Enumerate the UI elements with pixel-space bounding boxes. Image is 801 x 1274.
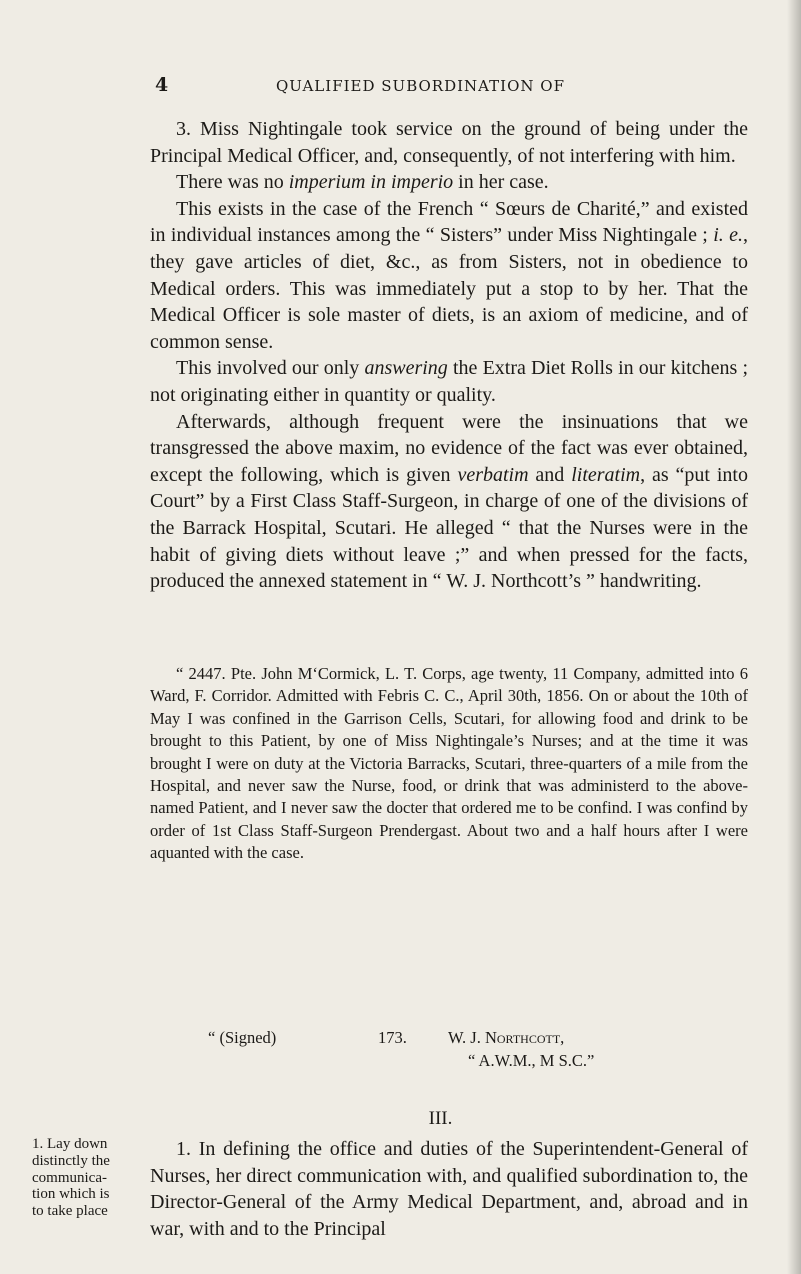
signature-block bbox=[150, 1027, 748, 1087]
running-title: QUALIFIED SUBORDINATION OF bbox=[276, 77, 565, 95]
signed-name: W. J. Northcott, bbox=[448, 1028, 565, 1047]
page-header bbox=[0, 74, 801, 102]
quoted-statement bbox=[150, 663, 748, 1070]
section-paragraph: 1. In defining the office and duties of the Superintendent-General of Nurses, her direct communication with, and qualified subordination to, the Director-General of the Army Medical Department, and, abroad and in war, with and to the Principal bbox=[150, 1138, 748, 1240]
margin-note-line: distinctly the bbox=[32, 1152, 110, 1169]
signed-number: 173. bbox=[378, 1028, 407, 1047]
paragraph: Afterwards, although frequent were the insinuations that we transgressed the above maxim, no evidence of the fact was ever obtained, except the following, which is given verbatim and literatim, as “put into Court” by a First Class Staff-Surgeon, in charge of one of the divisions of the Barrack Hospital, Scutari. He alleged “ that the Nurses were in the habit of giving diets without leave ;” and when pressed for the facts, produced the annexed statement in “ W. J. Northcott’s ” handwriting. bbox=[150, 410, 748, 593]
page-edge-shadow bbox=[787, 0, 801, 1274]
section-numeral: III. bbox=[428, 1108, 453, 1129]
margin-note-line: tion which is bbox=[32, 1186, 110, 1203]
signed-label: “ (Signed) bbox=[208, 1028, 277, 1047]
section-text bbox=[150, 1136, 748, 1242]
statement-text: “ 2447. Pte. John M‘Cormick, L. T. Corps, age twenty, 11 Company, admitted into 6 Ward, F. Corridor. Admitted with Febris C. C., April 30th, 1856. On or about the 10th of May I was confined in the Garrison Cells, Scutari, for allowing food and drink to be brought to this Patient, by one of Miss Nightingale’s Nurses; and at the time it was brought I were on duty at the Victoria Barracks, Scutari, three-quarters of a mile from the Hospital, and never saw the Nurse, food, or drink that was administerd to the above-named Patient, and I never saw the docter that ordered me to be confind. I was confind by order of 1st Class Staff-Surgeon Prendergast. About two and a half hours after I were aquanted with the case. bbox=[150, 664, 748, 863]
paragraph: This exists in the case of the French “ Sœurs de Charité,” and existed in individual instances among the “ Sisters” under Miss Nightingale ; i. e., they gave articles of diet, &c., as from Sisters, not in obedience to Medical orders. This was immediately put a stop to by her. That the Medical Officer is sole master of diets, is an axiom of medicine, and of common sense. bbox=[150, 197, 749, 353]
margin-note-line: communica- bbox=[32, 1169, 107, 1186]
signed-title: “ A.W.M., M S.C.” bbox=[468, 1051, 595, 1070]
margin-note bbox=[32, 1136, 142, 1220]
paragraph: 3. Miss Nightingale took service on the ground of being under the Principal Medical Officer, and, consequently, of not interfering with him. bbox=[150, 118, 748, 167]
main-text bbox=[150, 116, 748, 595]
paragraph: There was no imperium in imperio in her case. bbox=[176, 171, 549, 194]
page-number: 4 bbox=[155, 74, 169, 96]
paragraph: This involved our only answering the Extra Diet Rolls in our kitchens ; not originating either in quantity or quality. bbox=[150, 357, 748, 406]
margin-note-line: to take place bbox=[32, 1203, 108, 1220]
margin-note-line: 1. Lay down bbox=[32, 1136, 108, 1152]
